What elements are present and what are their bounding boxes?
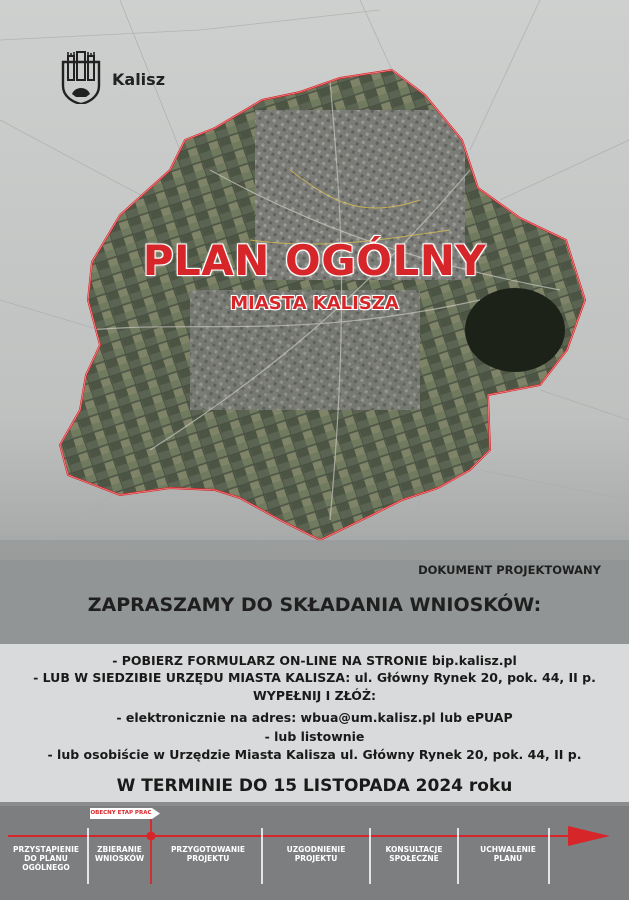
current-stage-tag xyxy=(90,808,160,819)
stage-konsultacje-spoleczne xyxy=(372,845,456,863)
stage-przystapienie xyxy=(6,845,86,872)
stage-uchwalenie-planu xyxy=(470,845,546,863)
city-logo xyxy=(60,50,180,104)
stage-label-line: PRZYSTĄPIENIE xyxy=(12,845,80,854)
stage-label-line: OGÓLNEGO xyxy=(22,863,70,872)
stage-zbieranie-wnioskow xyxy=(88,845,151,863)
instruction-office: - LUB W SIEDZIBIE URZĘDU MIASTA KALISZA: ul. Główny Rynek 20, pok. 44, II p. xyxy=(33,670,596,685)
instruction-post: - lub listownie xyxy=(264,729,365,744)
stage-label-line: PRZYGOTOWANIE xyxy=(170,845,246,854)
instruction-download: - POBIERZ FORMULARZ ON-LINE NA STRONIE bip.kalisz.pl xyxy=(112,653,517,668)
plan-title: PLAN OGÓLNY xyxy=(142,236,487,285)
stage-label-line: DO PLANU xyxy=(24,854,68,863)
status-panel xyxy=(0,540,629,644)
instruction-electronic: - elektronicznie na adres: wbua@um.kalisz.pl lub ePUAP xyxy=(116,710,513,725)
stage-label-line: KONSULTACJE xyxy=(385,845,443,854)
current-stage-tag-text: OBECNY ETAP PRAC xyxy=(90,810,152,816)
stage-label-line: PROJEKTU xyxy=(294,854,338,863)
stage-label-line: UCHWALENIE xyxy=(480,845,536,854)
stage-label-line: PROJEKTU xyxy=(186,854,230,863)
deadline-text: W TERMINIE DO 15 LISTOPADA 2024 roku xyxy=(116,776,513,796)
timeline-arrow-icon xyxy=(568,826,610,846)
stage-label-line: UZGODNIENIE xyxy=(286,845,346,854)
invitation-heading: ZAPRASZAMY DO SKŁADANIA WNIOSKÓW: xyxy=(87,594,542,616)
instruction-in-person: - lub osobiście w Urzędzie Miasta Kalisza ul. Główny Rynek 20, pok. 44, II p. xyxy=(47,747,582,762)
plan-subtitle: MIASTA KALISZA xyxy=(230,293,399,314)
stage-label-line: ZBIERANIE xyxy=(97,845,142,854)
logo-text: Kalisz xyxy=(112,70,165,89)
stage-uzgodnienie-projektu xyxy=(270,845,362,863)
stage-przygotowanie-projektu xyxy=(160,845,256,863)
stage-label-line: SPOŁECZNE xyxy=(389,854,439,863)
stage-label-line: WNIOSKÓW xyxy=(94,854,145,863)
current-stage-dot xyxy=(147,832,156,841)
instruction-fill-submit: WYPEŁNIJ I ZŁÓŻ: xyxy=(252,688,377,703)
document-status: DOKUMENT PROJEKTOWANY xyxy=(418,563,601,577)
stage-label-line: PLANU xyxy=(493,854,523,863)
city-crest-icon xyxy=(60,50,102,104)
